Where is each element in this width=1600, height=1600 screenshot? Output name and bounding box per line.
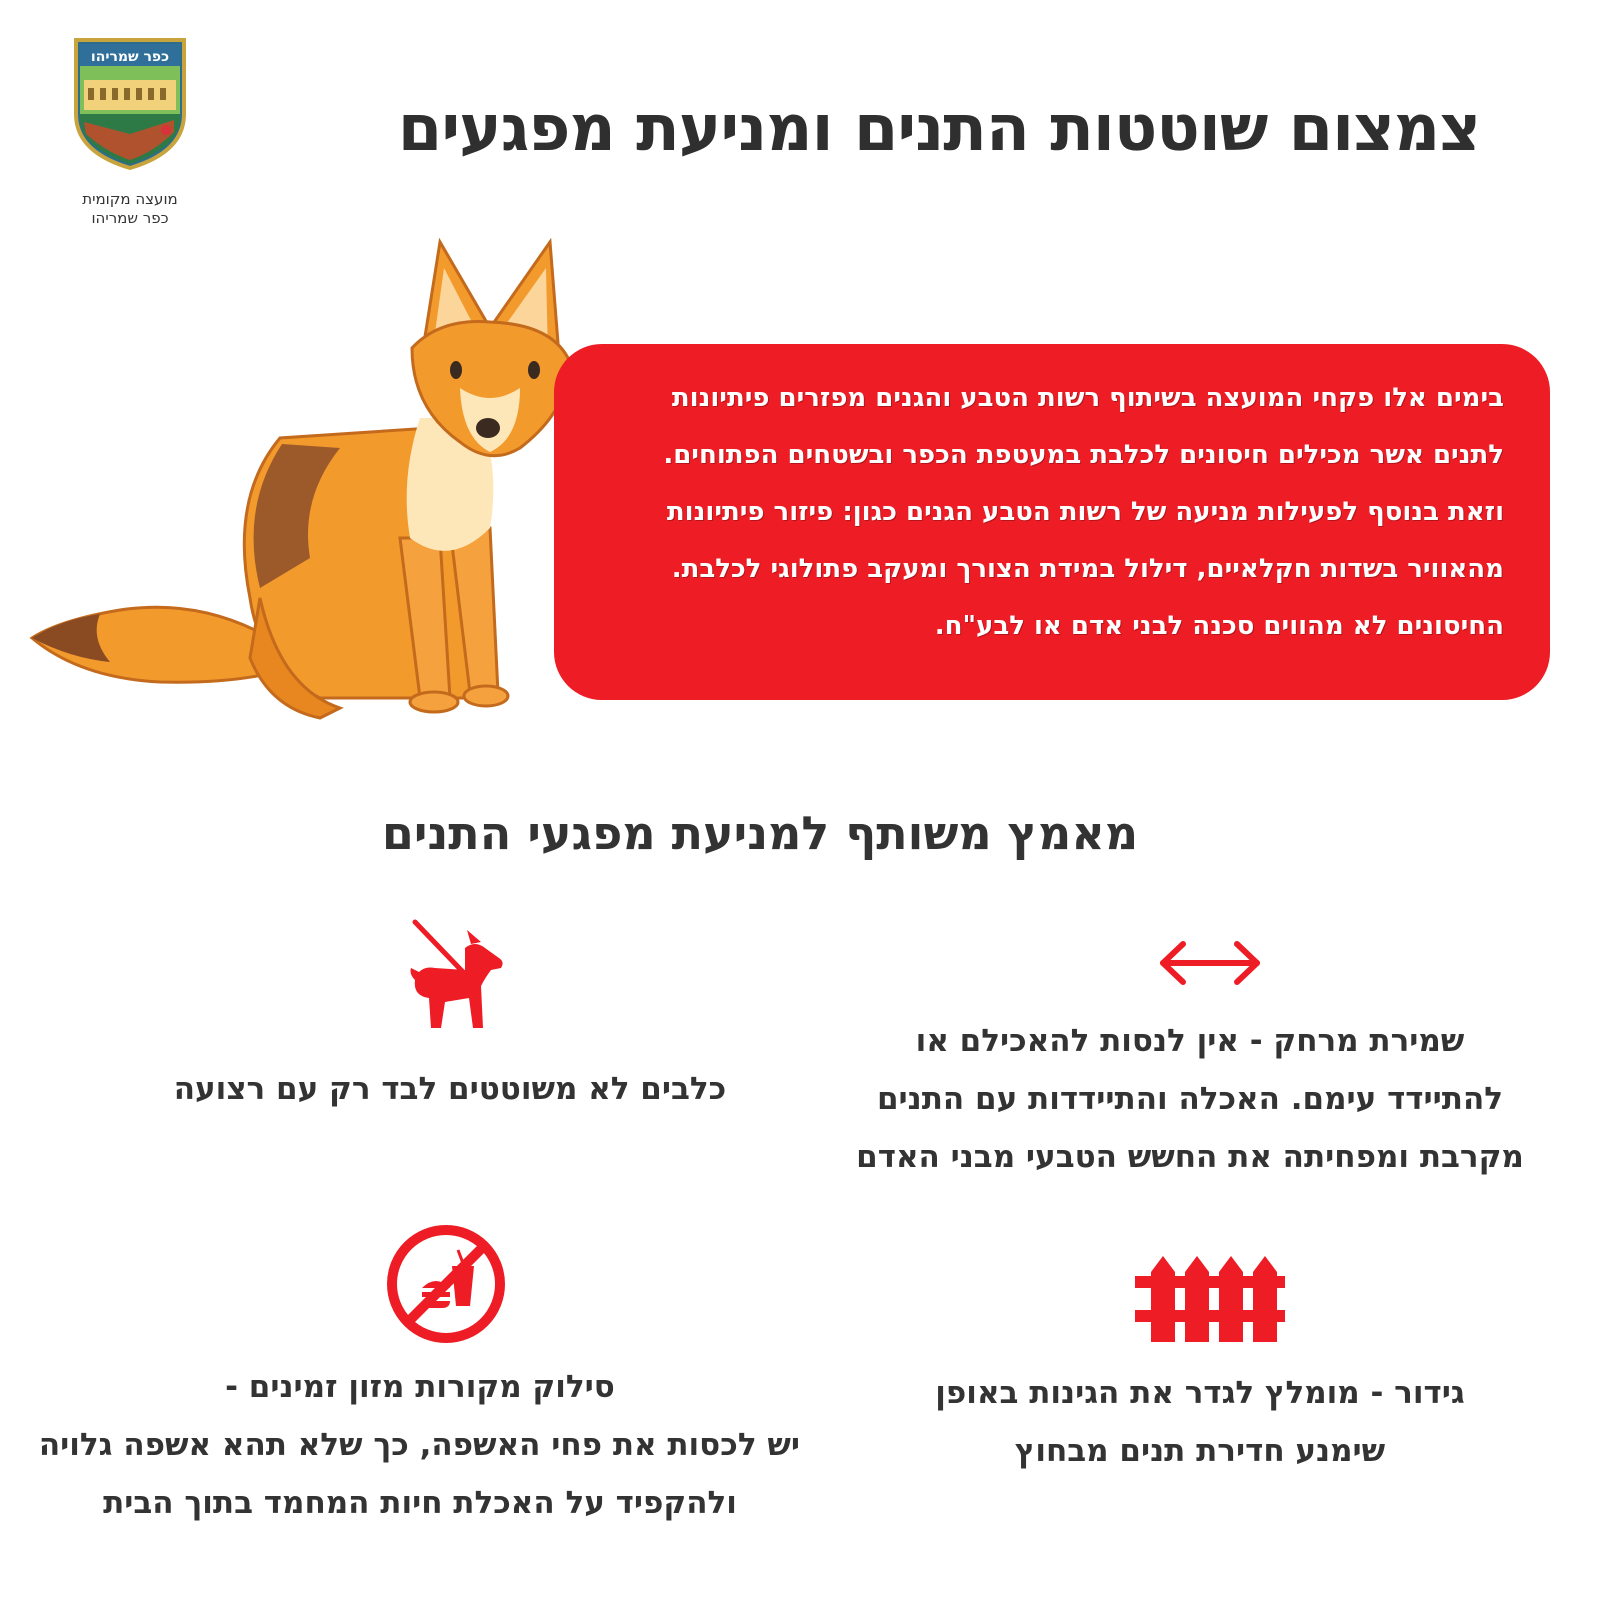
tip-keep-distance — [830, 1012, 1550, 1186]
tip-fencing-line-2: שימנע חדירת תנים מבחוץ — [1014, 1433, 1386, 1469]
logo-caption-line2: כפר שמריהו — [91, 209, 169, 227]
tip-remove-food-line-2: יש לכסות את פחי האשפה, כך שלא תהא אשפה גלויה — [38, 1427, 800, 1463]
info-line-3: וזאת בנוסף לפעילות מניעה של רשות הטבע הגנים כגון: פיזור פיתיונות — [666, 497, 1504, 527]
section-subtitle: מאמץ משותף למניעת מפגעי התנים — [381, 806, 1139, 860]
info-line-4: מהאוויר בשדות חקלאיים, דילול במידת הצורך ומעקב פתולוגי לכלבת. — [671, 554, 1504, 584]
council-logo — [70, 36, 190, 172]
tip-keep-distance-line-2: להתיידד עימם. האכלה והתיידדות עם התנים — [876, 1081, 1504, 1117]
tip-fencing — [900, 1364, 1500, 1480]
tip-remove-food-line-3: ולהקפיד על האכלת חיות המחמד בתוך הבית — [103, 1485, 737, 1521]
jackal-icon — [20, 238, 580, 738]
info-box — [554, 344, 1550, 700]
double-arrow-icon — [1155, 938, 1265, 988]
logo-caption-line1: מועצה מקומית — [82, 190, 178, 208]
info-line-5: החיסונים לא מהווים סכנה לבני אדם או לבע"ח. — [934, 611, 1504, 641]
jackal-illustration — [20, 238, 580, 738]
tip-remove-food-line-1: סילוק מקורות מזון זמינים - — [225, 1369, 615, 1405]
logo-caption — [50, 190, 210, 228]
fence-icon — [1135, 1252, 1285, 1342]
tip-dogs-leash — [140, 1060, 760, 1118]
council-emblem-icon — [70, 36, 190, 172]
info-line-2: לתנים אשר מכילים חיסונים לכלבת במעטפת הכפר ובשטחים הפתוחים. — [663, 440, 1504, 470]
tip-fencing-line-1: גידור - מומלץ לגדר את הגינות באופן — [935, 1375, 1465, 1411]
page-title: צמצום שוטטות התנים ומניעת מפגעים — [397, 92, 1480, 166]
logo-emblem-text: כפר שמריהו — [90, 49, 170, 65]
dog-on-leash-icon — [405, 918, 515, 1038]
no-food-icon — [384, 1222, 508, 1346]
tip-keep-distance-line-3: מקרבת ומפחיתה את החשש הטבעי מבני האדם — [856, 1139, 1524, 1175]
tip-remove-food — [40, 1358, 800, 1532]
tip-keep-distance-line-1: שמירת מרחק - אין לנסות להאכילם או — [915, 1023, 1465, 1059]
tip-dogs-leash-line-1: כלבים לא משוטטים לבד רק עם רצועה — [173, 1071, 727, 1107]
info-line-1: בימים אלו פקחי המועצה בשיתוף רשות הטבע והגנים מפזרים פיתיונות — [671, 383, 1504, 413]
